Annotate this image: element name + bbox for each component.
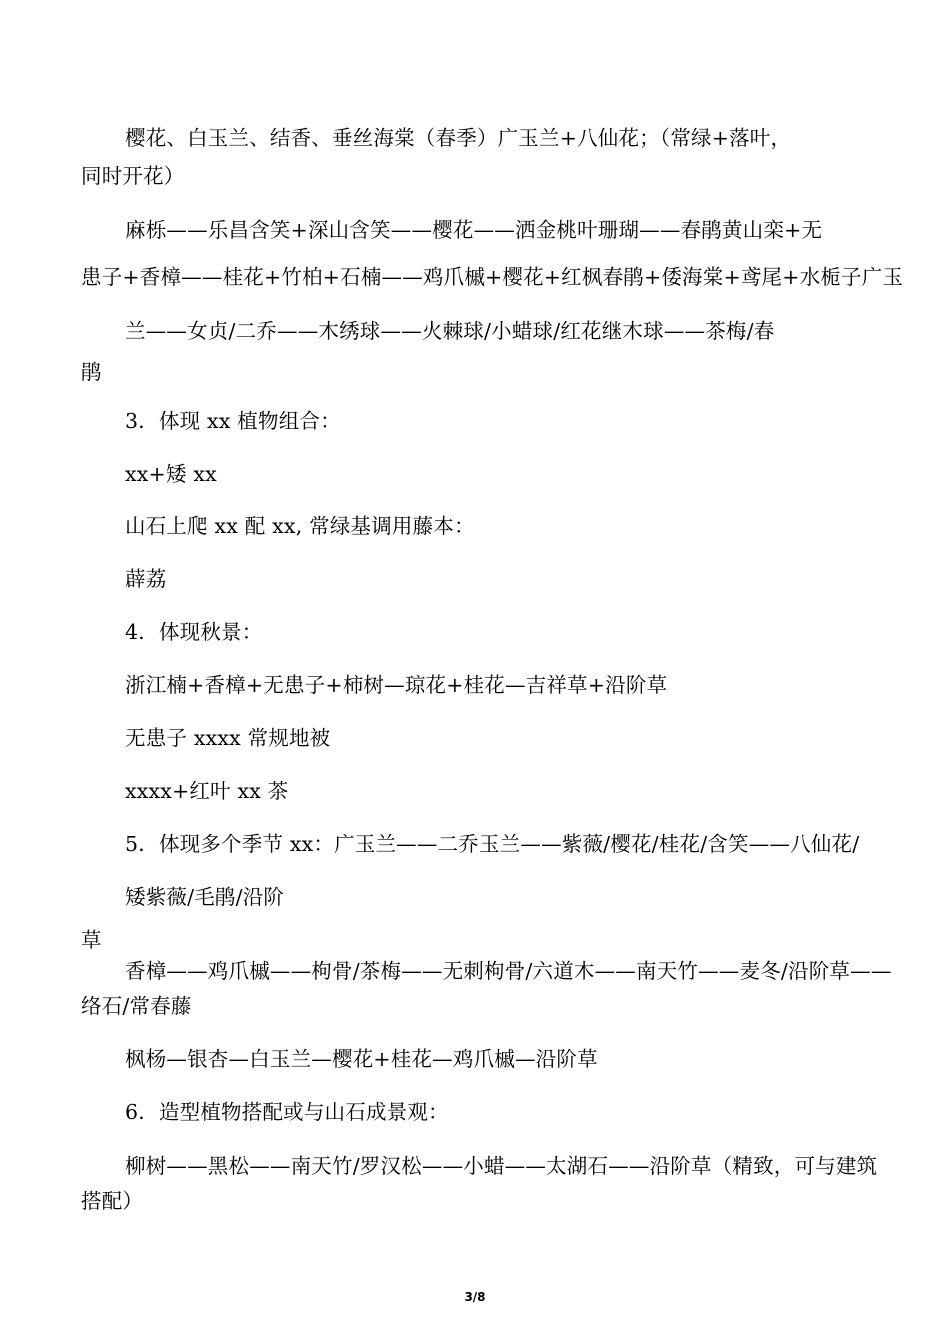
text-line: 浙江楠+香樟+无患子+柿树—琼花+桂花—吉祥草+沿阶草 xyxy=(125,673,668,697)
text-line: 麻栎——乐昌含笑+深山含笑——樱花——洒金桃叶珊瑚——春鹃黄山栾+无 xyxy=(125,218,823,242)
text-line: 柳树——黑松——南天竹/罗汉松——小蜡——太湖石——沿阶草（精致，可与建筑 xyxy=(125,1154,878,1178)
text-line: 鹃 xyxy=(81,360,102,384)
section-heading: 5．体现多个季节 xx：广玉兰——二乔玉兰——紫薇/樱花/桂花/含笑——八仙花/ xyxy=(125,832,860,856)
text-line: 患子+香樟——桂花+竹柏+石楠——鸡爪槭+樱花+红枫春鹃+倭海棠+鸢尾+水栀子广玉 xyxy=(81,265,904,289)
page-number: 3/8 xyxy=(464,1290,486,1304)
section-heading: 3．体现 xx 植物组合： xyxy=(125,409,341,433)
text-line: xxxx+红叶 xx 茶 xyxy=(125,779,289,803)
text-line: xx+矮 xx xyxy=(125,462,217,486)
text-line: 草 xyxy=(81,928,102,952)
text-line: 络石/常春藤 xyxy=(81,994,192,1018)
text-line: 枫杨—银杏—白玉兰—樱花+桂花—鸡爪槭—沿阶草 xyxy=(125,1047,598,1071)
text-line: 同时开花） xyxy=(81,164,185,188)
text-line: 搭配） xyxy=(81,1189,144,1213)
text-line: 香樟——鸡爪槭——枸骨/茶梅——无刺枸骨/六道木——南天竹——麦冬/沿阶草—— xyxy=(125,959,892,983)
text-line: 樱花、白玉兰、结香、垂丝海棠（春季）广玉兰+八仙花；（常绿+落叶， xyxy=(125,126,792,150)
text-line: 矮紫薇/毛鹃/沿阶 xyxy=(125,885,285,909)
text-line: 山石上爬 xx 配 xx, 常绿基调用藤本： xyxy=(125,514,475,538)
text-line: 薜荔 xyxy=(125,567,167,591)
section-heading: 4．体现秋景： xyxy=(125,620,263,644)
text-line: 无患子 xxxx 常规地被 xyxy=(125,726,331,750)
text-line: 兰——女贞/二乔——木绣球——火棘球/小蜡球/红花继木球——茶梅/春 xyxy=(125,319,775,343)
section-heading: 6．造型植物搭配或与山石成景观： xyxy=(125,1100,449,1124)
